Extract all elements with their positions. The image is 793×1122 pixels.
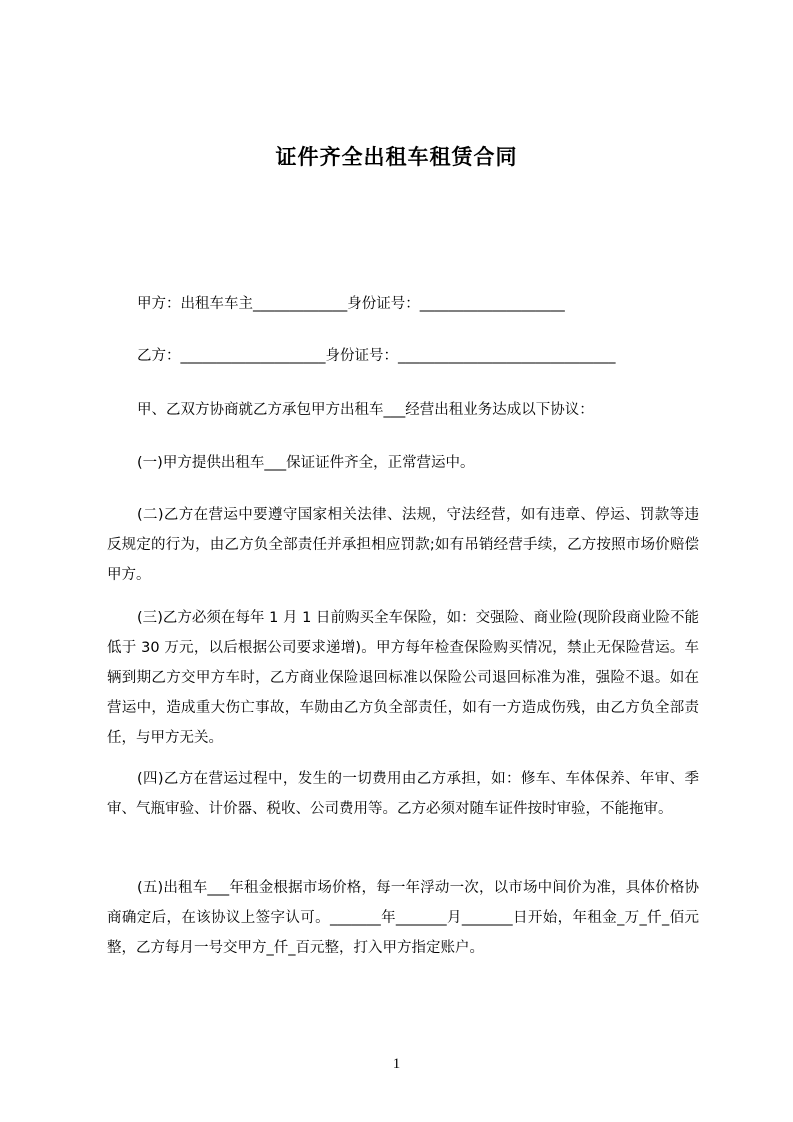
clause-3: (三)乙方必须在每年 1 月 1 日前购买全车保险，如：交强险、商业险(现阶段商业险不能低于 30 万元，以后根据公司要求递增)。甲方每年检查保险购买情况，禁止无保险营运。车辆到期乙方交甲方车时，乙方商业保险退回标准以保险公司退回标准为准，强险不退。如在营运中，造成重大伤亡事故，车勋由乙方负全部责任，如有一方造成伤残，由乙方负全部责任，与甲方无关。 [107,610,699,746]
party-a-line: 甲方：出租车车主_____________身份证号：____________________ [137,296,565,312]
clause-5: (五)出租车___年租金根据市场价格，每一年浮动一次，以市场中间价为准，具体价格协商确定后，在该协议上签字认可。_______年_______月_______日开始，年租金_万_仟_佰元整，乙方每月一号交甲方_仟_百元整，打入甲方指定账户。 [107,880,699,956]
party-b-line: 乙方：____________________身份证号：______________________________ [137,348,616,364]
agreement-intro: 甲、乙双方协商就乙方承包甲方出租车___经营出租业务达成以下协议： [137,402,594,418]
document-title: 证件齐全出租车租赁合同 [275,145,518,169]
clause-4: (四)乙方在营运过程中，发生的一切费用由乙方承担，如：修车、车体保养、年审、季审、气瓶审验、计价器、税收、公司费用等。乙方必须对随车证件按时审验，不能拖审。 [107,771,699,817]
clause-1: (一)甲方提供出租车___保证证件齐全，正常营运中。 [137,455,475,471]
page-number: 1 [392,1056,401,1072]
clause-2: (二)乙方在营运中要遵守国家相关法律、法规，守法经营，如有违章、停运、罚款等违反规定的行为，由乙方负全部责任并承担相应罚款;如有吊销经营手续，乙方按照市场价赔偿甲方。 [107,507,699,583]
